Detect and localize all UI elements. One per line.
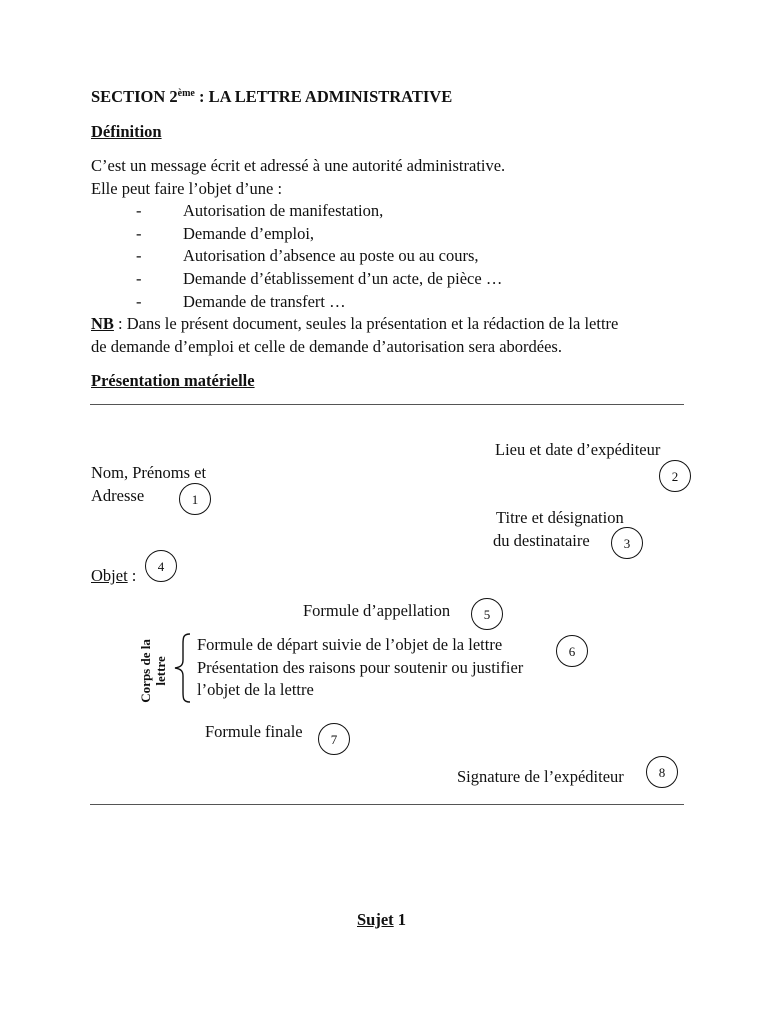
nb-line-2: de demande d’emploi et celle de demande d’autorisation sera abordées.: [91, 337, 562, 356]
title-rest: : LA LETTRE ADMINISTRATIVE: [194, 87, 453, 106]
marker-5: 5: [471, 598, 503, 630]
list-item: Demande d’emploi,: [183, 224, 315, 243]
list-bullet: -: [136, 292, 142, 311]
corps-vertical-label: [139, 626, 169, 716]
recipient-line-2: du destinataire: [493, 531, 590, 550]
corps-line-2: Présentation des raisons pour soutenir ou justifier: [197, 658, 524, 677]
list-item: Demande de transfert …: [183, 292, 346, 311]
list-item: Demande d’établissement d’un acte, de pièce …: [183, 269, 503, 288]
nb-line-1: [91, 314, 618, 334]
marker-2: 2: [659, 460, 691, 492]
sender-line-1: Nom, Prénoms et: [91, 463, 207, 482]
sender-line-2: Adresse: [91, 486, 145, 505]
lieu-date-text: Lieu et date d’expéditeur: [495, 440, 661, 459]
curly-brace-icon: [172, 632, 194, 704]
corps-label-line-1: Corps de la: [138, 639, 154, 703]
marker-4: 4: [145, 550, 177, 582]
list-bullet: -: [136, 246, 142, 265]
marker-1: 1: [179, 483, 211, 515]
definition-line-1: C’est un message écrit et adressé à une autorité administrative.: [91, 156, 506, 175]
definition-heading: Définition: [91, 122, 162, 141]
corps-line-1: Formule de départ suivie de l’objet de la lettre: [197, 635, 503, 654]
definition-line-2: Elle peut faire l’objet d’une :: [91, 179, 283, 198]
finale-text: Formule finale: [205, 722, 303, 741]
sujet-number: 1: [393, 910, 407, 929]
objet-line: [91, 566, 136, 586]
marker-3: 3: [611, 527, 643, 559]
list-bullet: -: [136, 269, 142, 288]
nb-text-1: : Dans le présent document, seules la présentation et la rédaction de la lettre: [113, 314, 619, 333]
list-item: Autorisation d’absence au poste ou au cours,: [183, 246, 479, 265]
title-prefix: SECTION 2: [91, 87, 178, 106]
page-title: [91, 87, 452, 107]
top-rule: [90, 404, 684, 405]
sujet-label: Sujet: [357, 910, 394, 929]
nb-label: NB: [91, 314, 114, 333]
corps-line-3: l’objet de la lettre: [197, 680, 314, 699]
signature-text: Signature de l’expéditeur: [457, 767, 624, 786]
bottom-rule: [90, 804, 684, 805]
objet-colon: :: [127, 566, 137, 585]
marker-7: 7: [318, 723, 350, 755]
appellation-text: Formule d’appellation: [303, 601, 451, 620]
presentation-heading: Présentation matérielle: [91, 371, 255, 390]
title-superscript: ème: [177, 88, 195, 99]
recipient-line-1: Titre et désignation: [496, 508, 624, 527]
corps-label-line-2: lettre: [153, 656, 168, 686]
list-bullet: -: [136, 201, 142, 220]
list-bullet: -: [136, 224, 142, 243]
marker-8: 8: [646, 756, 678, 788]
list-item: Autorisation de manifestation,: [183, 201, 384, 220]
sujet-heading: [357, 910, 406, 930]
marker-6: 6: [556, 635, 588, 667]
objet-label: Objet: [91, 566, 128, 585]
